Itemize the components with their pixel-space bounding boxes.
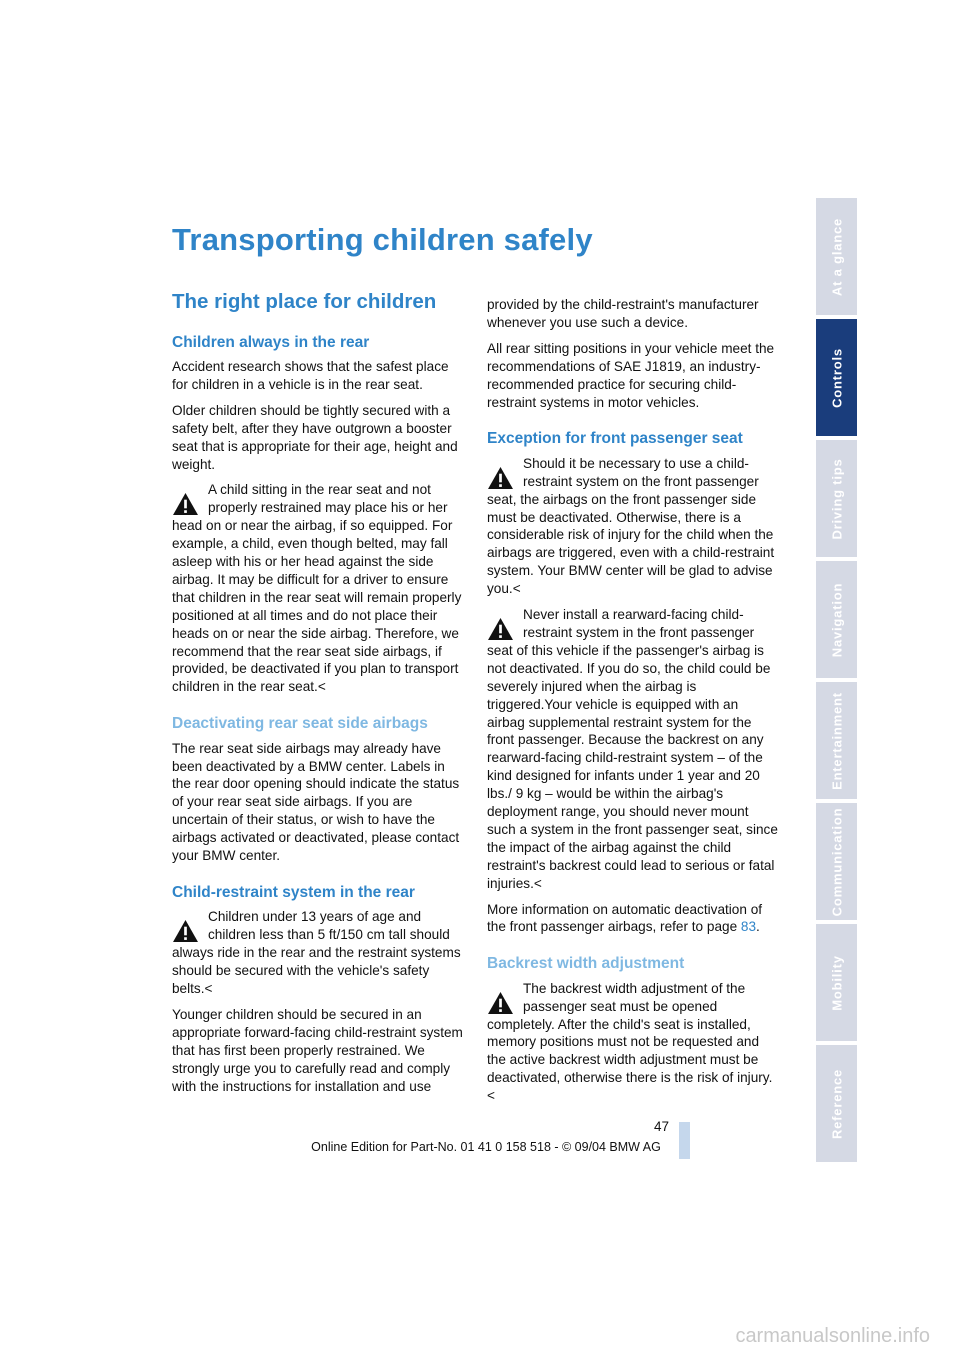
watermark: carmanualsonline.info [735, 1325, 930, 1347]
warning-text: A child sitting in the rear seat and not properly restrained may place his or her head on or near the airbag, if so equipped. For example, a child, even though belted, may fall asleep with his or her head against the side airbag. It may be difficult for a driver to ensure that children in the rear seat will remain properly positioned at all times and do not place their heads on or near the side airbag. Therefore, we recommend that the rear seat side airbags, if provided, be deactivated if you plan to transport children in the rear seat.< [172, 482, 462, 695]
left-column [172, 290, 464, 1103]
warning-note [487, 455, 779, 598]
section-heading: The right place for children [172, 290, 437, 313]
warning-triangle-icon [487, 991, 514, 1015]
warning-text: Never install a rearward-facing child-restraint system in the front passenger seat of this vehicle if the passenger's airbag is not deactivated. If you do so, the child could be severely injured when the airbag is triggered.Your vehicle is equipped with an airbag supplemental restraint system for the front passenger. Because the backrest on any rearward-facing child-restraint system – of the kind designed for infants under 1 year and 20 lbs./ 9 kg – would be within the airbag's deployment range, you should never mount such a system in the front passenger seat, since the impact of the airbag against the child restraint's backrest could lead to serious or fatal injuries.< [487, 607, 778, 891]
paragraph: Accident research shows that the safest place for children in a vehicle is in the rear seat. [172, 358, 449, 392]
chapter-tabs [816, 198, 857, 1166]
warning-triangle-icon [172, 919, 199, 943]
warning-triangle-icon [172, 492, 199, 516]
warning-note [172, 908, 464, 998]
page-title: Transporting children safely [172, 222, 593, 257]
subsection-title: Child-restraint system in the rear [172, 884, 415, 901]
warning-triangle-icon [487, 617, 514, 641]
tab-navigation[interactable]: Navigation [816, 561, 857, 678]
subsection-title: Exception for front passenger seat [487, 430, 743, 448]
tab-reference[interactable]: Reference [816, 1045, 857, 1162]
warning-note [172, 481, 464, 696]
tab-mobility[interactable]: Mobility [816, 924, 857, 1041]
footer-text: Online Edition for Part-No. 01 41 0 158 518 - © 09/04 BMW AG [311, 1140, 661, 1154]
subsection-title: Deactivating rear seat side airbags [172, 715, 428, 733]
tab-at-a-glance[interactable]: At a glance [816, 198, 857, 315]
warning-text: The backrest width adjustment of the passenger seat must be opened completely. After the child's seat is installed, memory positions must not be requested and the active backrest width adjustment must be deactivated, otherwise there is the risk of injury.< [487, 980, 773, 1104]
subsection-title: Backrest width adjustment [487, 955, 685, 973]
page-link[interactable]: 83 [740, 919, 757, 935]
warning-note [487, 606, 779, 893]
paragraph: The rear seat side airbags may already have been deactivated by a BMW center. Labels in the rear door opening should indicate the status of your rear seat side airbags. If you are uncertain of their status, or wish to have the airbags activated or deactivated, please contact your BMW center. [172, 740, 460, 864]
tab-driving-tips[interactable]: Driving tips [816, 440, 857, 557]
tab-entertainment[interactable]: Entertainment [816, 682, 857, 799]
warning-triangle-icon [487, 466, 514, 490]
paragraph: All rear sitting positions in your vehicle meet the recommendations of SAE J1819, an industry-recommended practice for securing child-restraint systems in motor vehicles. [487, 340, 775, 410]
page-reference-suffix: . [756, 919, 760, 935]
warning-text: Children under 13 years of age and children less than 5 ft/150 cm tall should always ride in the rear and the restraint systems should be secured with the vehicle's safety belts.< [172, 909, 461, 996]
warning-note [487, 980, 779, 1105]
paragraph: provided by the child-restraint's manufacturer whenever you use such a device. [487, 297, 759, 330]
page-number: 47 [654, 1119, 670, 1134]
subsection-title: Children always in the rear [172, 333, 370, 351]
tab-controls[interactable]: Controls [816, 319, 857, 436]
tab-communication[interactable]: Communication [816, 803, 857, 920]
warning-text: Should it be necessary to use a child-restraint system on the front passenger seat, the airbags on the front passenger side must be deactivated. Otherwise, there is a considerable risk of injury for the child when the airbags are triggered, even with a child-restraint system. Your BMW center will be glad to advise you.< [487, 455, 775, 597]
page-reference-text: More information on automatic deactivation of the front passenger airbags, refer to page [487, 901, 763, 935]
right-column [487, 296, 779, 1113]
paragraph: Older children should be tightly secured with a safety belt, after they have outgrown a booster seat that is appropriate for their age, height and weight. [172, 402, 458, 472]
paragraph: Younger children should be secured in an appropriate forward-facing child-restraint system that has first been properly restrained. We strongly urge you to carefully read and comply with the instructions for installation and use [172, 1006, 463, 1094]
paragraph [487, 901, 779, 937]
